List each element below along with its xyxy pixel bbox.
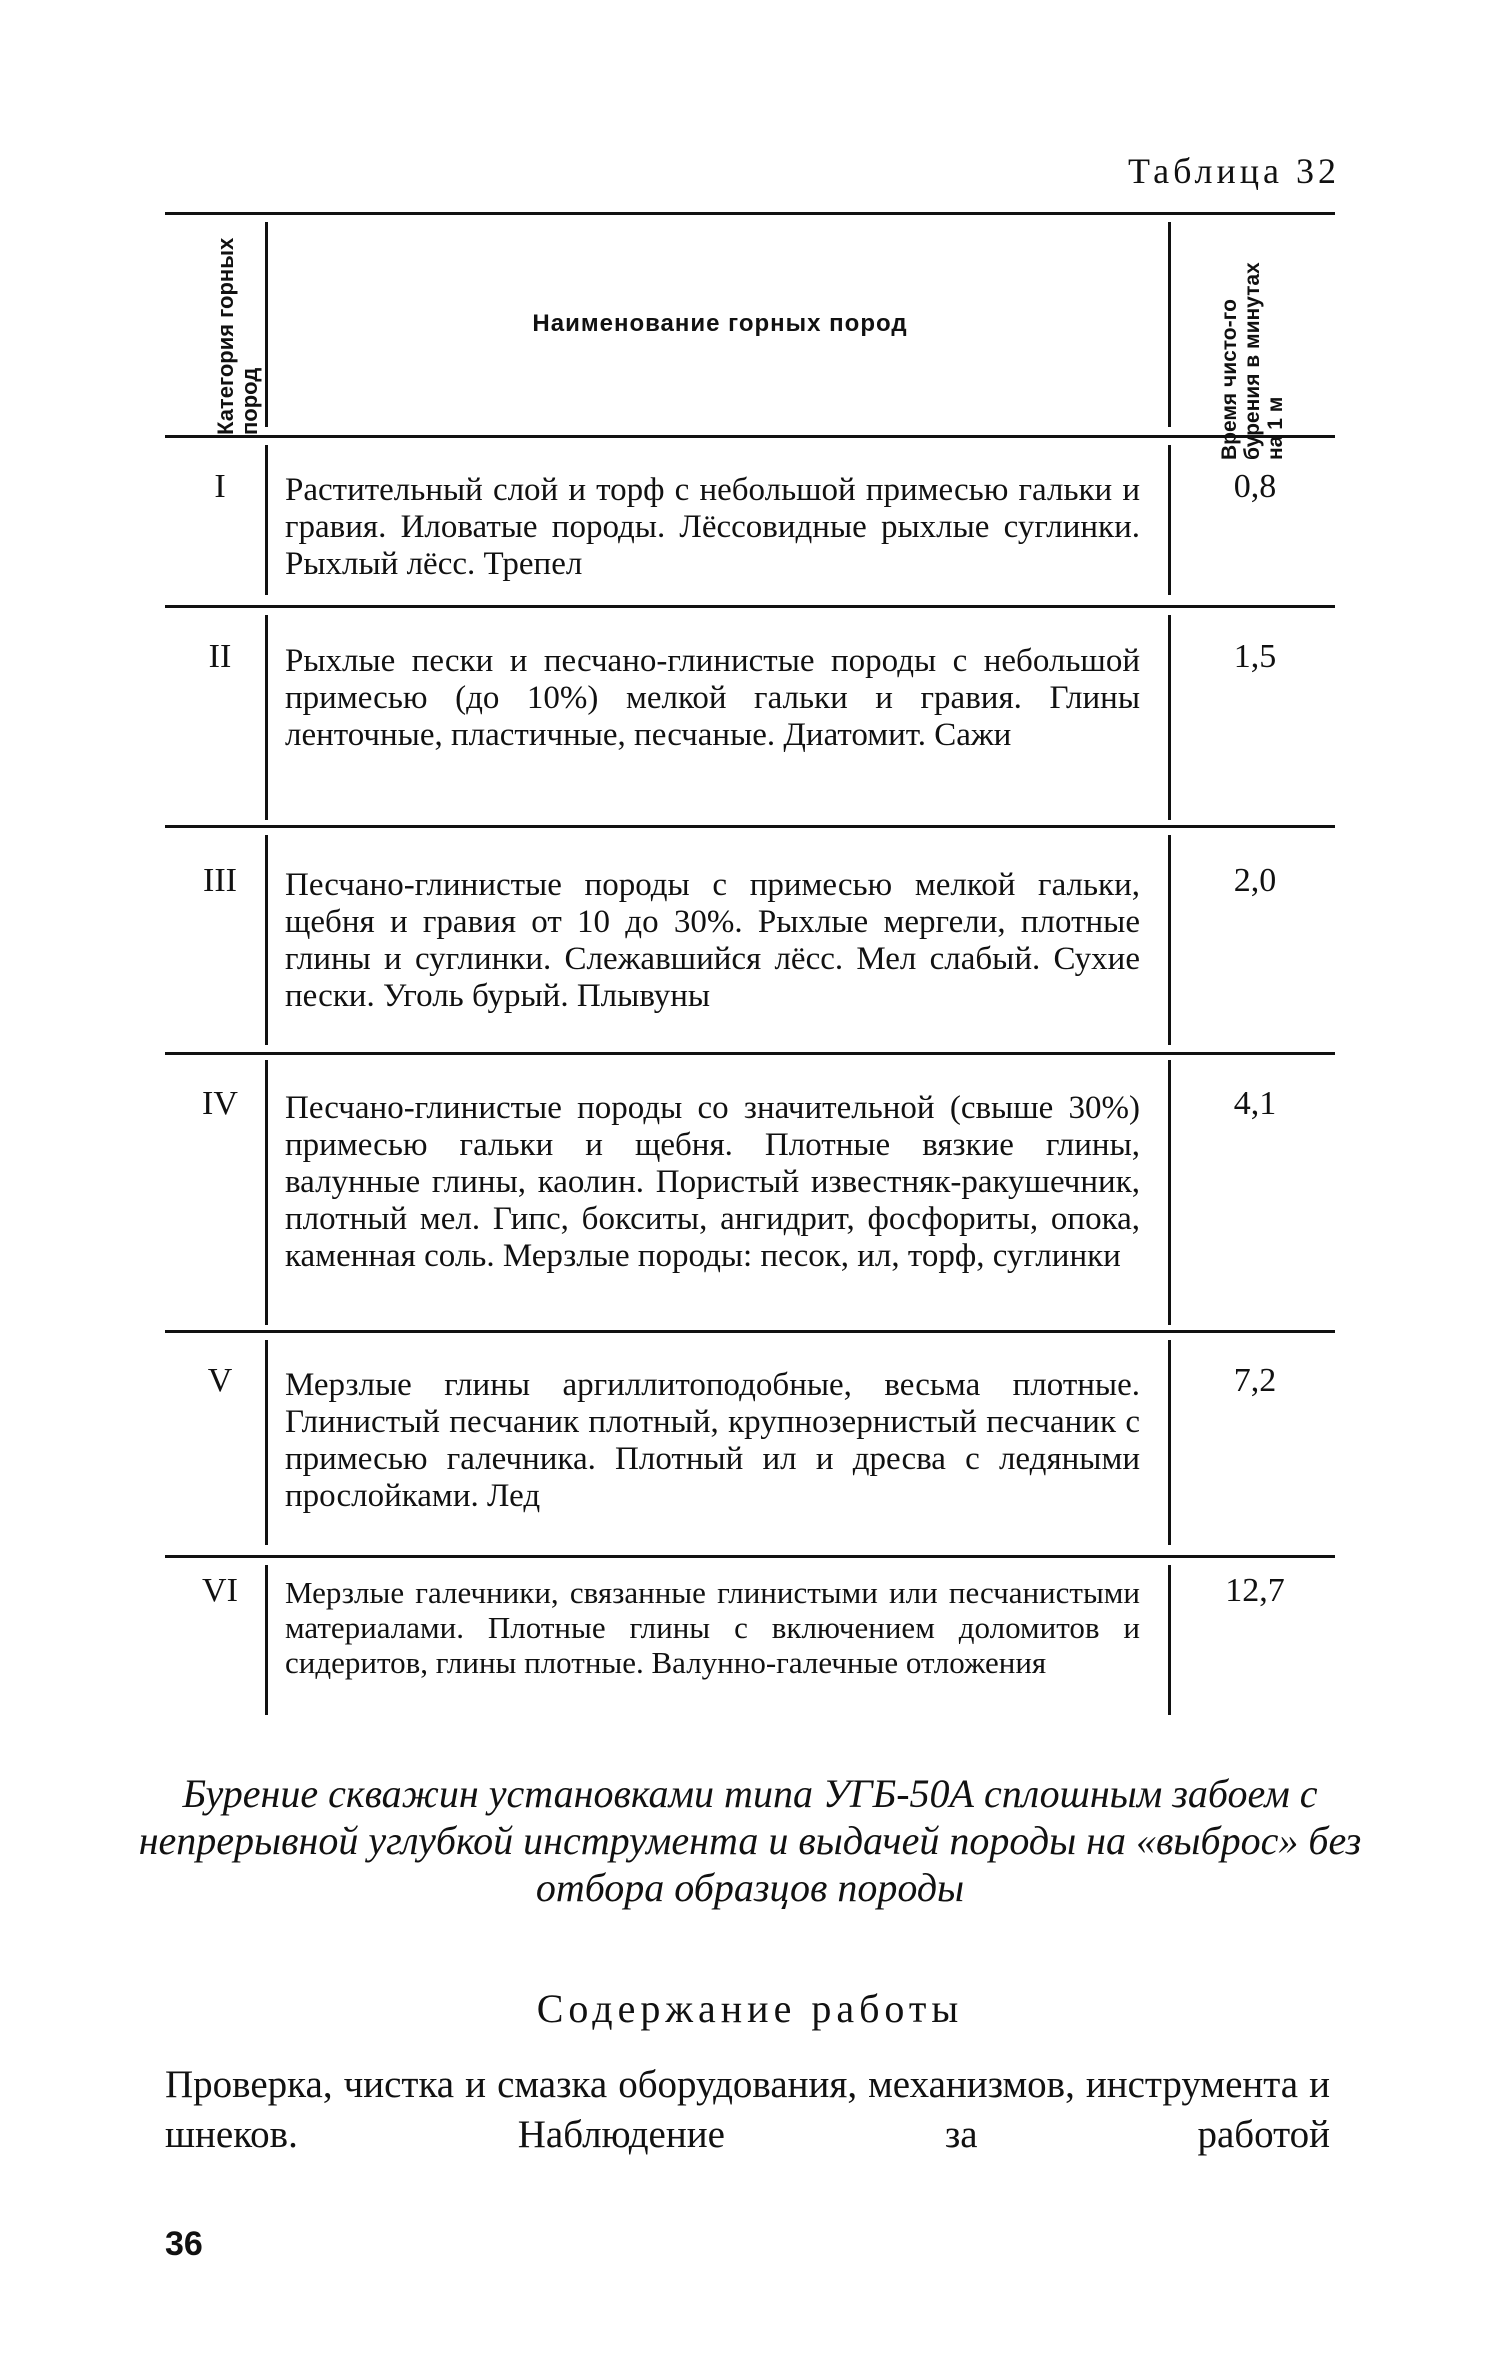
row-2-category: II (208, 638, 232, 675)
row-5-time: 7,2 (1233, 1362, 1277, 1399)
row-2-time: 1,5 (1233, 638, 1277, 675)
header-category-text: Категория горных пород (213, 237, 262, 435)
row-6-category: VI (202, 1572, 238, 1609)
row-5-description: Мерзлые глины аргиллитоподобные, весьма плотные. Глинистый песчаник плотный, крупнозернистый песчаник с примесью галечника. Плотный ил и дресва с ледяными прослойками. Лед (285, 1367, 1140, 1514)
row-4-divider-left (265, 1060, 268, 1325)
row-3-category: III (203, 862, 237, 899)
row-2-divider-left (265, 615, 268, 820)
row-2-divider-right (1168, 615, 1171, 820)
row-6-divider-left (265, 1565, 268, 1715)
row-6-divider-right (1168, 1565, 1171, 1715)
header-name: Наименование горных пород (532, 310, 908, 337)
row-5-category: V (207, 1362, 233, 1399)
row-1-description: Растительный слой и торф с небольшой примесью гальки и гравия. Иловатые породы. Лёссовидные рыхлые суглинки. Рыхлый лёсс. Трепел (285, 472, 1140, 582)
table-top-rule (165, 212, 1335, 215)
header-time (1195, 250, 1305, 460)
row-3-divider-right (1168, 835, 1171, 1045)
row-4-time: 4,1 (1233, 1085, 1277, 1122)
row-2-rule (165, 825, 1335, 828)
row-5-divider-right (1168, 1340, 1171, 1545)
row-6-time: 12,7 (1225, 1572, 1285, 1609)
row-5-rule (165, 1555, 1335, 1558)
header-time-text: Время чисто-го бурения в минутах на 1 м (1218, 262, 1287, 460)
row-1-divider-left (265, 445, 268, 595)
row-1-category: I (214, 468, 226, 505)
row-4-divider-right (1168, 1060, 1171, 1325)
row-6-description: Мерзлые галечники, связанные глинистыми или песчанистыми материалами. Плотные глины с включением доломитов и сидеритов, глины плотные. Валунно-галечные отложения (285, 1575, 1140, 1680)
header-category (190, 235, 262, 435)
row-4-rule (165, 1330, 1335, 1333)
row-4-category: IV (202, 1085, 238, 1122)
table-label: Таблица 32 (1128, 151, 1340, 191)
section-title: Содержание работы (536, 1986, 964, 2031)
row-3-rule (165, 1052, 1335, 1055)
row-1-rule (165, 605, 1335, 608)
header-bottom-rule (165, 435, 1335, 438)
row-1-divider-right (1168, 445, 1171, 595)
body-text: Проверка, чистка и смазка оборудования, механизмов, инструмента и шнеков. Наблюдение за работой (165, 2063, 1330, 2156)
row-4-description: Песчано-глинистые породы со значительной (свыше 30%) примесью гальки и щебня. Плотные вязкие глины, валунные глины, каолин. Пористый известняк-ракушечник, плотный мел. Гипс, бокситы, ангидрит, фосфориты, опока, каменная соль. Мерзлые породы: песок, ил, торф, суглинки (285, 1090, 1140, 1274)
row-1-time: 0,8 (1233, 468, 1277, 505)
row-3-divider-left (265, 835, 268, 1045)
subheading: Бурение скважин установками типа УГБ-50А сплошным забоем с непрерывной углубкой инструмента и выдачей породы на «выброс» без отбора образцов породы (138, 1771, 1362, 1910)
row-3-time: 2,0 (1233, 862, 1277, 899)
row-5-divider-left (265, 1340, 268, 1545)
row-3-description: Песчано-глинистые породы с примесью мелкой гальки, щебня и гравия от 10 до 30%. Рыхлые мергели, плотные глины и суглинки. Слежавшийся лёсс. Мел слабый. Сухие пески. Уголь бурый. Плывуны (285, 867, 1140, 1014)
row-2-description: Рыхлые пески и песчано-глинистые породы с небольшой примесью (до 10%) мелкой гальки и гравия. Глины ленточные, пластичные, песчаные. Диатомит. Сажи (285, 643, 1140, 753)
header-divider-left (265, 222, 268, 427)
page-number: 36 (165, 2225, 203, 2263)
